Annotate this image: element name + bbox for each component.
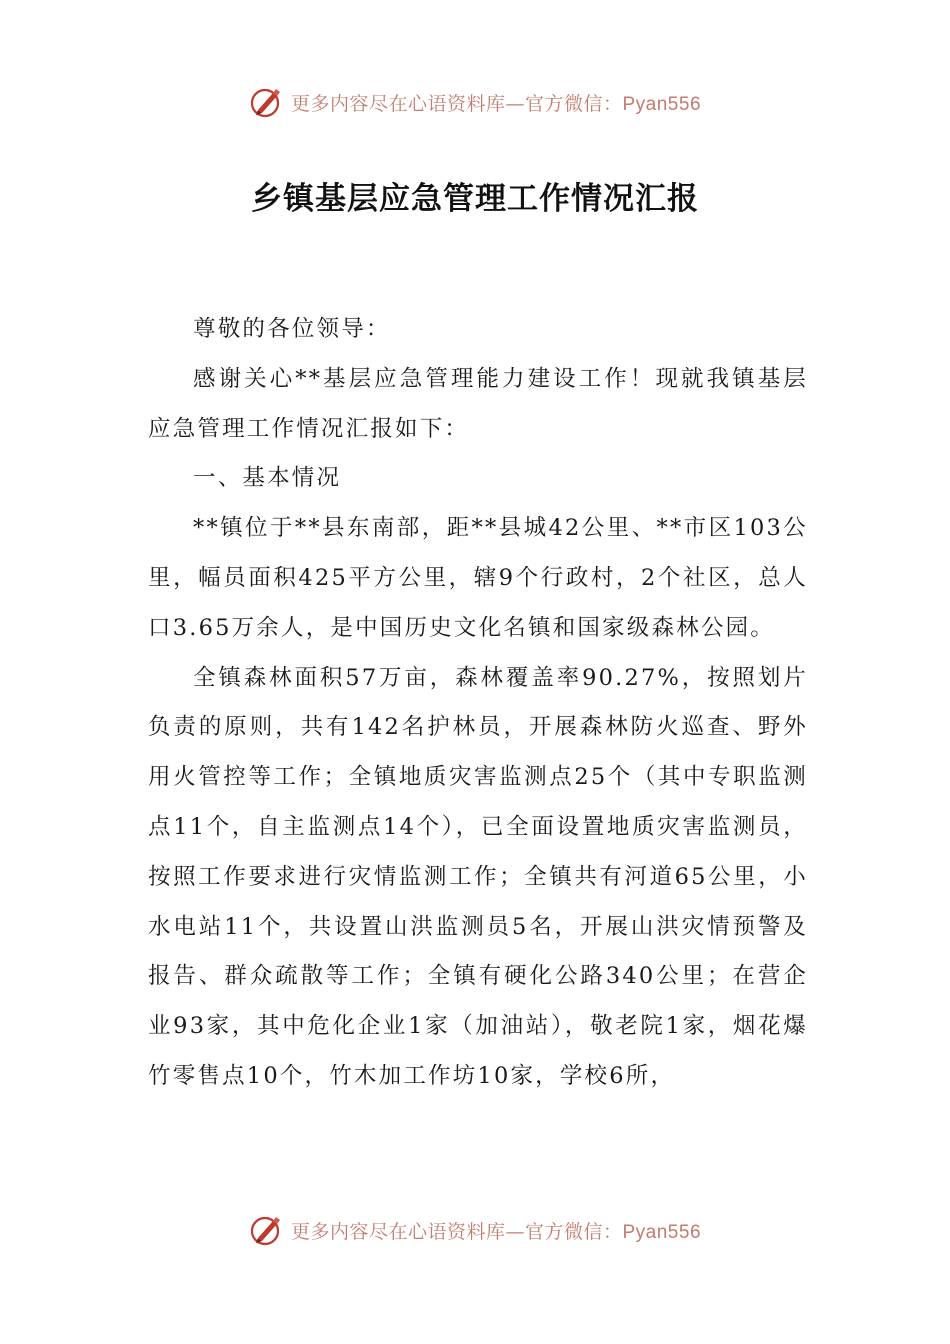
document-title: 乡镇基层应急管理工作情况汇报 <box>251 181 699 217</box>
document-body <box>148 305 808 1102</box>
paragraph-forest-and-hazards: 全镇森林面积57万亩，森林覆盖率90.27%，按照划片负责的原则，共有142名护林员，开展森林防火巡查、野外用火管控等工作；全镇地质灾害监测点25个（其中专职监测点11个，自主监测点14个），已全面设置地质灾害监测员，按照工作要求进行灾情监测工作；全镇共有河道65公里，小水电站11个，共设置山洪监测员5名，开展山洪灾情预警及报告、群众疏散等工作；全镇有硬化公路340公里；在营企业93家，其中危化企业1家（加油站），敬老院1家，烟花爆竹零售点10个，竹木加工作坊10家，学校6所， <box>148 664 808 1089</box>
banner-text: 更多内容尽在心语资料库—官方微信：Pyan556 <box>290 1220 702 1243</box>
paragraph-town-overview: **镇位于**县东南部，距**县城42公里、**市区103公里，幅员面积425平方公里，辖9个行政村，2个社区，总人口3.65万余人，是中国历史文化名镇和国家级森林公园。 <box>148 515 808 641</box>
pen-logo-icon <box>249 84 285 120</box>
paragraph-intro: 感谢关心**基层应急管理能力建设工作！现就我镇基层应急管理工作情况汇报如下： <box>148 365 808 442</box>
wechat-id: Pyan556 <box>622 93 702 115</box>
header-banner <box>0 82 950 122</box>
footer-banner <box>0 1210 950 1250</box>
pen-logo-icon <box>249 1212 285 1248</box>
paragraph-salutation: 尊敬的各位领导： <box>193 316 391 342</box>
banner-text: 更多内容尽在心语资料库—官方微信：Pyan556 <box>290 92 702 115</box>
wechat-id: Pyan556 <box>622 1221 702 1243</box>
section-heading-basic-situation: 一、基本情况 <box>193 465 342 492</box>
